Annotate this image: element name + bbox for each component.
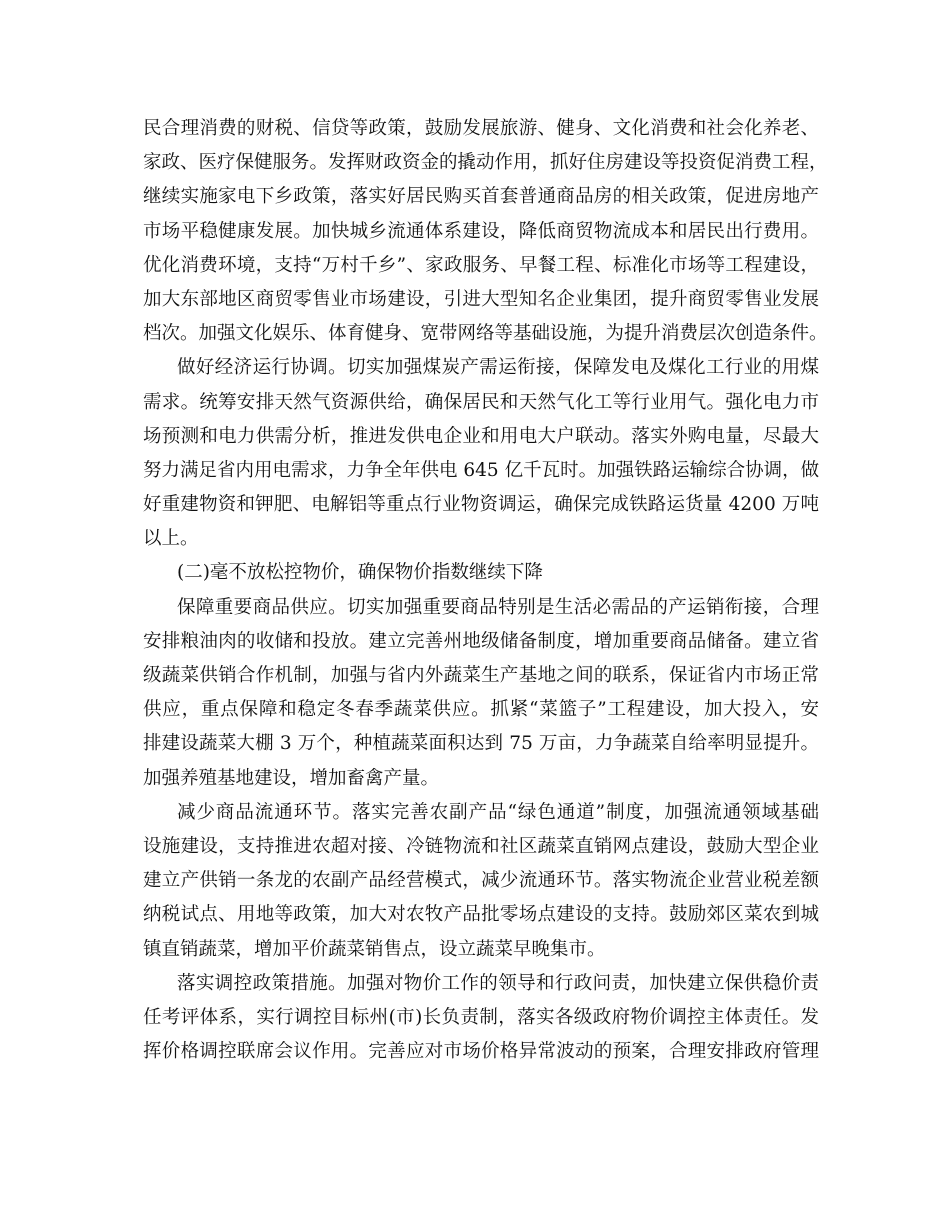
text-line: 民合理消费的财税、信贷等政策，鼓励发展旅游、健身、文化消费和社会化养老、 (143, 118, 819, 139)
text-line: 纳税试点、用地等政策，加大对农牧产品批零场点建设的支持。鼓励郊区菜农到城 (143, 904, 819, 926)
text-line: 做好经济运行协调。切实加强煤炭产需运衔接，保障发电及煤化工行业的用煤 (177, 357, 819, 379)
text-line: 市场平稳健康发展。加快城乡流通体系建设，降低商贸物流成本和居民出行费用。 (143, 220, 819, 242)
text-line: 设施建设，支持推进农超对接、冷链物流和社区蔬菜直销网点建设，鼓励大型企业 (143, 835, 819, 857)
heading-text: (二)毫不放松控物价，确保物价指数继续下降 (177, 562, 543, 584)
paragraph-economic-coordination (143, 351, 819, 556)
text-line: 加大东部地区商贸零售业市场建设，引进大型知名企业集团，提升商贸零售业发展 (143, 288, 819, 310)
paragraph-circulation (143, 796, 819, 967)
document-body (143, 112, 828, 1069)
text-line: 供应，重点保障和稳定冬春季蔬菜供应。抓紧“菜篮子”工程建设，加大投入，安 (143, 699, 819, 721)
text-line: 落实调控政策措施。加强对物价工作的领导和行政问责，加快建立保供稳价责 (177, 972, 819, 994)
text-line: 级蔬菜供销合作机制，加强与省内外蔬菜生产基地之间的联系，保证省内市场正常 (143, 665, 819, 686)
text-line: 加强养殖基地建设，增加畜禽产量。 (143, 767, 440, 789)
text-line: 排建设蔬菜大棚 3 万个，种植蔬菜面积达到 75 万亩，力争蔬菜自给率明显提升。 (143, 733, 819, 755)
text-line: 优化消费环境，支持“万村千乡”、家政服务、早餐工程、标准化市场等工程建设， (143, 254, 819, 276)
text-line: 安排粮油肉的收储和投放。建立完善州地级储备制度，增加重要商品储备。建立省 (143, 630, 819, 652)
text-line: 任考评体系，实行调控目标州(市)长负责制，落实各级政府物价调控主体责任。发 (143, 1006, 819, 1028)
text-line: 保障重要商品供应。切实加强重要商品特别是生活必需品的产运销衔接，合理 (177, 596, 819, 618)
text-line: 需求。统筹安排天然气资源供给，确保居民和天然气化工等行业用气。强化电力市 (143, 391, 819, 413)
text-line: 场预测和电力供需分析，推进发供电企业和用电大户联动。落实外购电量，尽最大 (143, 425, 819, 447)
text-line: 继续实施家电下乡政策，落实好居民购买首套普通商品房的相关政策，促进房地产 (143, 186, 819, 208)
paragraph-price-control (143, 967, 819, 1070)
paragraph-commodity-supply (143, 591, 819, 796)
text-line: 努力满足省内用电需求，力争全年供电 645 亿千瓦时。加强铁路运输综合协调，做 (143, 459, 820, 481)
text-line: 镇直销蔬菜，增加平价蔬菜销售点，设立蔬菜早晚集市。 (143, 938, 606, 960)
text-line: 好重建物资和钾肥、电解铝等重点行业物资调运，确保完成铁路运货量 4200 万吨 (143, 494, 819, 516)
text-line: 挥价格调控联席会议作用。完善应对市场价格异常波动的预案，合理安排政府管理 (143, 1041, 819, 1063)
text-line: 减少商品流通环节。落实完善农副产品“绿色通道”制度，加强流通领域基础 (177, 801, 819, 823)
section-heading (143, 556, 819, 590)
text-line: 建立产供销一条龙的农副产品经营模式，减少流通环节。落实物流企业营业税差额 (143, 870, 819, 892)
text-line: 档次。加强文化娱乐、体育健身、宽带网络等基础设施，为提升消费层次创造条件。 (143, 323, 828, 345)
text-line: 以上。 (143, 528, 199, 550)
paragraph-consumption-policy (143, 112, 828, 351)
text-line: 家政、医疗保健服务。发挥财政资金的撬动作用，抓好住房建设等投资促消费工程， (143, 152, 828, 174)
